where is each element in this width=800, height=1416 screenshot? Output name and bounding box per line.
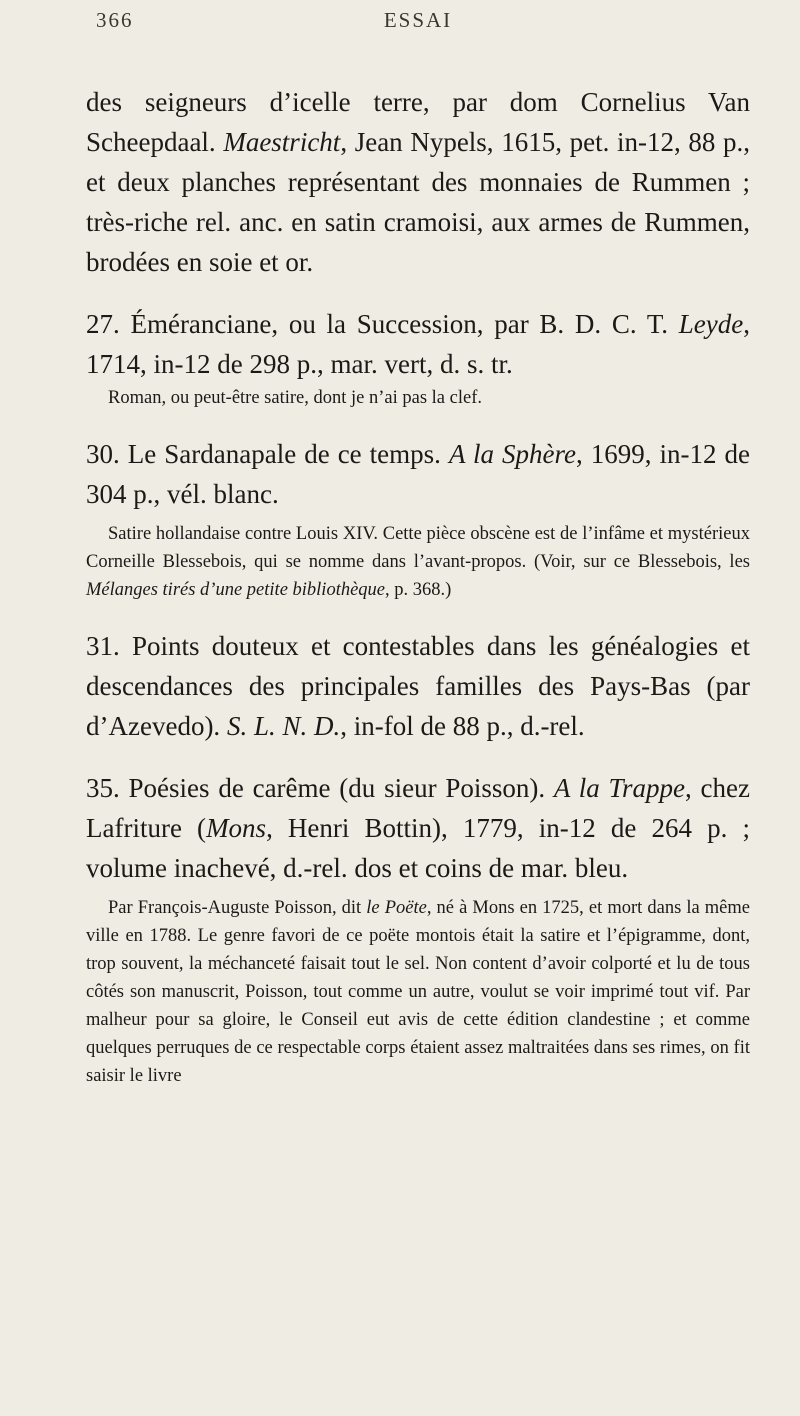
entry-continuation: [86, 82, 750, 282]
page-body: [86, 82, 750, 1112]
page-number: 366: [96, 8, 134, 32]
imprint-place: A la Trappe: [553, 773, 685, 803]
entry-note: Roman, ou peut-être satire, dont je n’ai pas la clef.: [108, 388, 482, 408]
page-header: [86, 8, 750, 44]
imprint-place: Maestricht: [223, 127, 341, 157]
entry-text: 35. Poésies de carême (du sieur Poisson). A la Trappe, chez Lafriture (Mons, Henri Bottin), 1779, in-12 de 264 p. ; volume inachevé, d.-rel. dos et coins de mar. bleu.: [86, 773, 750, 883]
entry-30: [86, 434, 750, 604]
entry-note: Satire hollandaise contre Louis XIV. Cette pièce obscène est de l’infâme et mystérieux Corneille Blessebois, qui se nomme dans l’avant-propos. (Voir, sur ce Blessebois, les Mélanges tirés d’une petite bibliothèque, p. 368.): [86, 524, 750, 600]
entry-text: 27. Éméranciane, ou la Succession, par B. D. C. T. Leyde, 1714, in-12 de 298 p., mar. vert, d. s. tr.: [86, 309, 750, 379]
imprint-place: A la Sphère: [448, 439, 576, 469]
entry-text: 31. Points douteux et contestables dans les généalogies et descendances des principales familles des Pays-Bas (par d’Azevedo). S. L. N. D., in-fol de 88 p., d.-rel.: [86, 631, 750, 741]
entry-text: 30. Le Sardanapale de ce temps. A la Sphère, 1699, in-12 de 304 p., vél. blanc.: [86, 439, 750, 509]
cited-title: le Poëte: [366, 898, 427, 918]
imprint-place: Leyde: [678, 309, 744, 339]
imprint-place: Mons: [206, 813, 267, 843]
entry-note: Par François-Auguste Poisson, dit le Poëte, né à Mons en 1725, et mort dans la même ville en 1788. Le genre favori de ce poëte montois était la satire et l’épigramme, dont, trop souvent, la méchanceté faisait tout le sel. Non content d’avoir colporté et lu de tous côtés son manuscrit, Poisson, tout comme un autre, voulut se voir imprimé tout vif. Par malheur pour sa gloire, le Conseil eut avis de cette édition clandestine ; et comme quelques perruques de ce respectable corps étaient assez maltraitées dans ses rimes, on fit saisir le livre: [86, 898, 750, 1086]
entry-text: des seigneurs d’icelle terre, par dom Cornelius Van Scheepdaal. Maestricht, Jean Nypels, 1615, pet. in-12, 88 p., et deux planches représentant des monnaies de Rummen ; très-riche rel. anc. en satin cramoisi, aux armes de Rummen, brodées en soie et or.: [86, 87, 750, 277]
entry-27: [86, 304, 750, 412]
imprint-place: S. L. N. D.: [226, 711, 341, 741]
running-title: ESSAI: [383, 8, 453, 32]
entry-35: [86, 768, 750, 1090]
cited-title: Mélanges tirés d’une petite bibliothèque: [86, 580, 386, 600]
entry-31: [86, 626, 750, 746]
